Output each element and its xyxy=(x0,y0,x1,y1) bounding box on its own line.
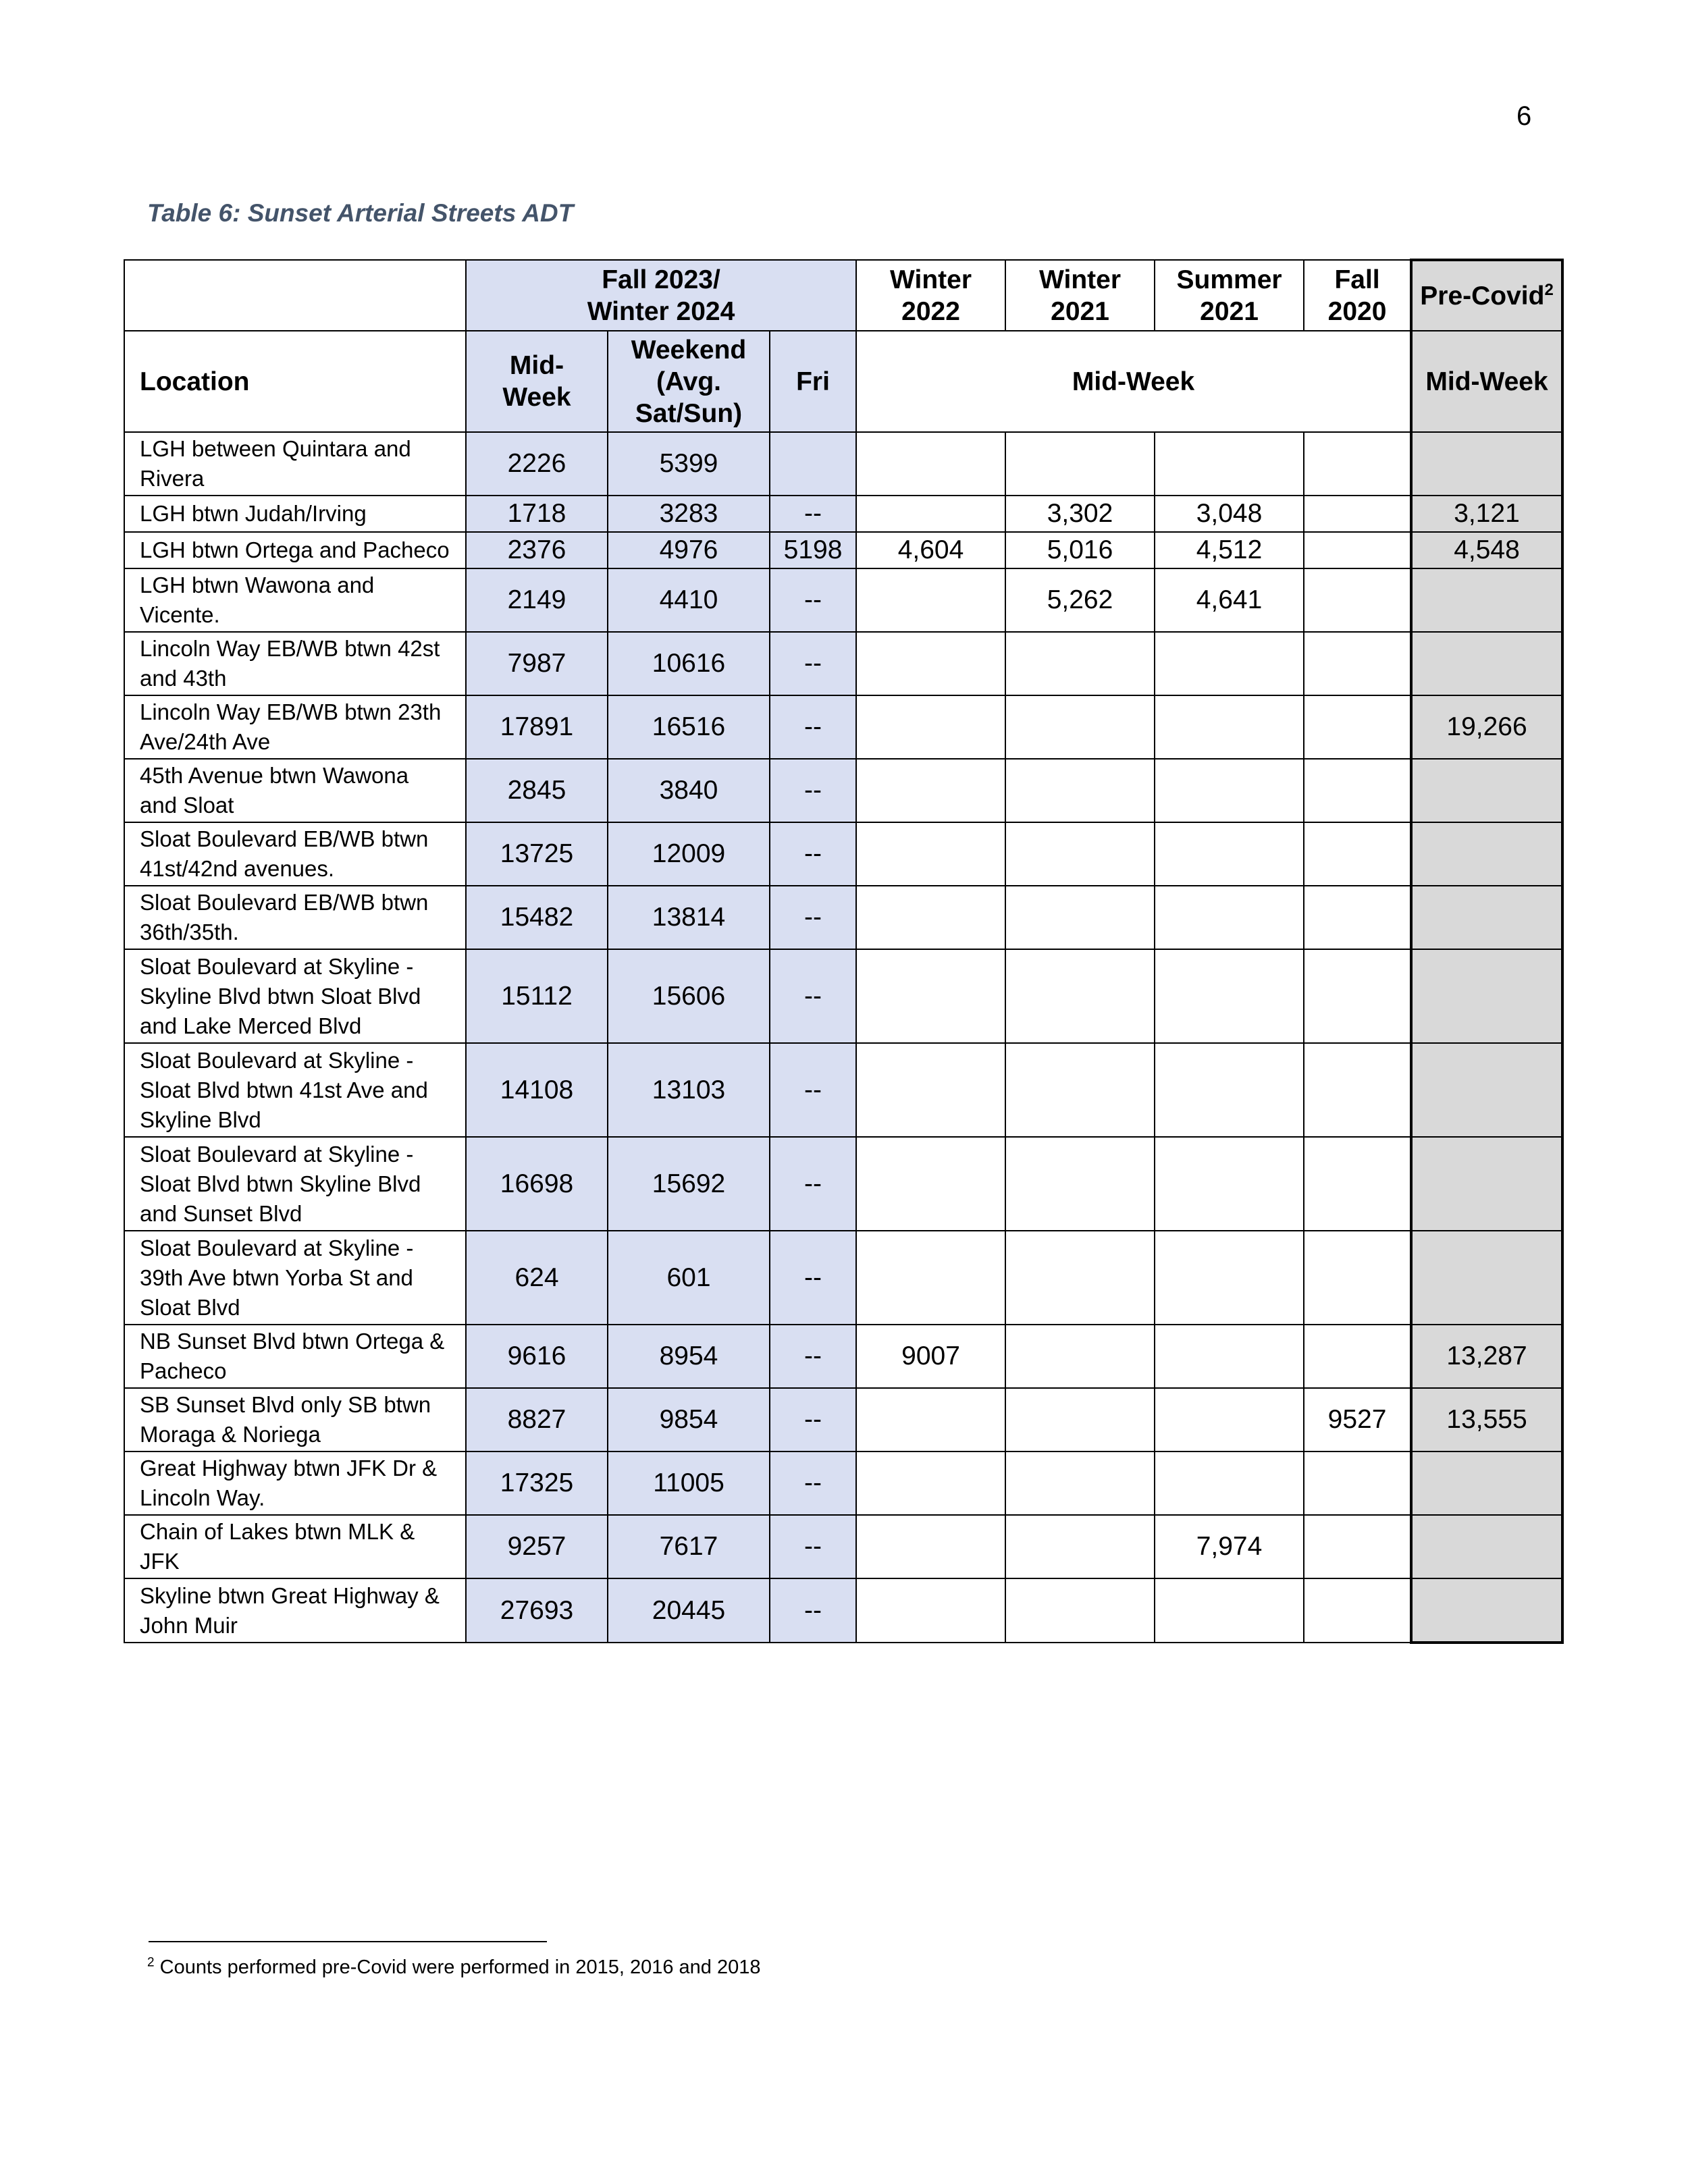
winter2021-cell xyxy=(1005,632,1155,695)
fall2020-cell xyxy=(1304,822,1411,886)
fall2023-weekend-cell: 15606 xyxy=(608,949,770,1043)
location-cell xyxy=(124,1388,466,1451)
header-fall2023 xyxy=(466,260,856,331)
fall2023-weekend-cell: 3283 xyxy=(608,496,770,532)
table-row xyxy=(124,532,1562,568)
fall2023-fri-cell: -- xyxy=(770,1043,856,1137)
summer2021-cell xyxy=(1155,949,1304,1043)
fall2023-midweek-cell: 15112 xyxy=(466,949,608,1043)
table-row xyxy=(124,496,1562,532)
table-row xyxy=(124,1137,1562,1231)
fall2023-weekend-cell: 7617 xyxy=(608,1515,770,1578)
header-precovid-label: Pre-Covid xyxy=(1420,281,1545,311)
location-line: Sloat Boulevard at Skyline - xyxy=(140,1141,414,1167)
winter2022-cell xyxy=(856,1578,1005,1643)
table-row xyxy=(124,632,1562,695)
fall2023-weekend-cell: 5399 xyxy=(608,432,770,496)
location-cell xyxy=(124,496,466,532)
location-cell xyxy=(124,532,466,568)
fall2020-cell xyxy=(1304,949,1411,1043)
footnote-rule xyxy=(149,1941,547,1942)
fall2020-cell: 9527 xyxy=(1304,1388,1411,1451)
table-row xyxy=(124,1578,1562,1643)
winter2021-cell xyxy=(1005,1231,1155,1325)
fall2023-fri-cell: -- xyxy=(770,1578,856,1643)
winter2022-cell xyxy=(856,1515,1005,1578)
winter2021-cell xyxy=(1005,432,1155,496)
page-number: 6 xyxy=(1516,101,1532,131)
location-line: Sloat Boulevard EB/WB btwn xyxy=(140,890,429,915)
winter2022-cell xyxy=(856,1137,1005,1231)
fall2023-midweek-cell: 17891 xyxy=(466,695,608,759)
precovid-footnote-mark: 2 xyxy=(1544,280,1554,299)
winter2021-cell xyxy=(1005,1451,1155,1515)
header-midweek xyxy=(466,331,608,432)
fall2023-fri-cell xyxy=(770,432,856,496)
winter2022-cell xyxy=(856,886,1005,949)
location-cell xyxy=(124,1578,466,1643)
table-row xyxy=(124,759,1562,822)
header-fall2023-line1: Fall 2023/ xyxy=(602,265,720,294)
location-line: Sloat Boulevard at Skyline - xyxy=(140,953,414,979)
fall2023-midweek-cell: 8827 xyxy=(466,1388,608,1451)
header-weekend-line3: Sat/Sun) xyxy=(635,398,743,428)
fall2023-fri-cell: -- xyxy=(770,759,856,822)
winter2022-cell xyxy=(856,759,1005,822)
winter2021-cell xyxy=(1005,695,1155,759)
header-summer2021 xyxy=(1155,260,1304,331)
fall2023-fri-cell: -- xyxy=(770,822,856,886)
location-line: 41st/42nd avenues. xyxy=(140,856,335,881)
fall2023-fri-cell: 5198 xyxy=(770,532,856,568)
summer2021-cell xyxy=(1155,1388,1304,1451)
fall2023-fri-cell: -- xyxy=(770,496,856,532)
footnote-text: Counts performed pre-Covid were performed in 2015, 2016 and 2018 xyxy=(154,1956,761,1978)
fall2020-cell xyxy=(1304,1578,1411,1643)
fall2023-midweek-cell: 2376 xyxy=(466,532,608,568)
location-line: Sloat Boulevard EB/WB btwn xyxy=(140,826,429,851)
location-cell xyxy=(124,822,466,886)
fall2023-weekend-cell: 13103 xyxy=(608,1043,770,1137)
table-row xyxy=(124,822,1562,886)
table-row xyxy=(124,949,1562,1043)
fall2023-midweek-cell: 14108 xyxy=(466,1043,608,1137)
fall2023-weekend-cell: 12009 xyxy=(608,822,770,886)
footnote-mark: 2 xyxy=(147,1955,155,1970)
header-row-measures xyxy=(124,331,1562,432)
location-line: Skyline btwn Great Highway & xyxy=(140,1582,440,1608)
location-line: JFK xyxy=(140,1549,180,1574)
table-row xyxy=(124,1043,1562,1137)
location-line: and Lake Merced Blvd xyxy=(140,1013,362,1038)
location-line: John Muir xyxy=(140,1612,238,1638)
header-winter2022-line2: 2022 xyxy=(901,296,960,326)
fall2020-cell xyxy=(1304,1325,1411,1388)
location-line: Lincoln Way. xyxy=(140,1485,265,1510)
winter2022-cell xyxy=(856,568,1005,632)
fall2023-midweek-cell: 2845 xyxy=(466,759,608,822)
location-line: and 43th xyxy=(140,666,227,691)
fall2023-weekend-cell: 9854 xyxy=(608,1388,770,1451)
fall2023-midweek-cell: 7987 xyxy=(466,632,608,695)
header-blank-cell xyxy=(124,260,466,331)
table-row xyxy=(124,1515,1562,1578)
fall2023-weekend-cell: 11005 xyxy=(608,1451,770,1515)
summer2021-cell xyxy=(1155,1043,1304,1137)
header-location: Location xyxy=(124,331,466,432)
precovid-cell xyxy=(1411,1515,1562,1578)
summer2021-cell xyxy=(1155,822,1304,886)
header-winter2021 xyxy=(1005,260,1155,331)
winter2022-cell xyxy=(856,432,1005,496)
header-row-periods xyxy=(124,260,1562,331)
fall2023-fri-cell: -- xyxy=(770,1388,856,1451)
header-winter2021-line2: 2021 xyxy=(1051,296,1109,326)
precovid-cell: 13,555 xyxy=(1411,1388,1562,1451)
fall2023-midweek-cell: 9616 xyxy=(466,1325,608,1388)
header-midweek-line1: Mid- xyxy=(509,351,564,380)
location-cell xyxy=(124,632,466,695)
summer2021-cell xyxy=(1155,759,1304,822)
summer2021-cell xyxy=(1155,632,1304,695)
fall2023-midweek-cell: 27693 xyxy=(466,1578,608,1643)
location-line: 39th Ave btwn Yorba St and xyxy=(140,1264,413,1290)
header-midweek-line2: Week xyxy=(502,383,571,412)
fall2023-fri-cell: -- xyxy=(770,1515,856,1578)
header-weekend-line2: (Avg. xyxy=(656,367,722,396)
fall2023-weekend-cell: 10616 xyxy=(608,632,770,695)
precovid-cell xyxy=(1411,822,1562,886)
table-row xyxy=(124,1231,1562,1325)
header-weekend xyxy=(608,331,770,432)
fall2020-cell xyxy=(1304,1043,1411,1137)
fall2023-weekend-cell: 8954 xyxy=(608,1325,770,1388)
fall2023-midweek-cell: 624 xyxy=(466,1231,608,1325)
summer2021-cell xyxy=(1155,1137,1304,1231)
precovid-cell xyxy=(1411,886,1562,949)
location-line: SB Sunset Blvd only SB btwn xyxy=(140,1392,431,1417)
header-precovid-midweek: Mid-Week xyxy=(1411,331,1562,432)
summer2021-cell: 4,641 xyxy=(1155,568,1304,632)
location-line: Sloat Blvd xyxy=(140,1294,240,1320)
winter2022-cell xyxy=(856,1043,1005,1137)
fall2023-midweek-cell: 9257 xyxy=(466,1515,608,1578)
winter2021-cell xyxy=(1005,886,1155,949)
location-cell xyxy=(124,1325,466,1388)
location-line: Chain of Lakes btwn MLK & xyxy=(140,1519,415,1544)
table-row xyxy=(124,568,1562,632)
location-line: NB Sunset Blvd btwn Ortega & xyxy=(140,1329,445,1354)
location-cell xyxy=(124,949,466,1043)
fall2020-cell xyxy=(1304,432,1411,496)
header-weekend-line1: Weekend xyxy=(631,335,747,365)
table-row xyxy=(124,886,1562,949)
location-line: LGH between Quintara and xyxy=(140,436,411,461)
table-row xyxy=(124,695,1562,759)
precovid-cell xyxy=(1411,759,1562,822)
summer2021-cell xyxy=(1155,695,1304,759)
fall2020-cell xyxy=(1304,886,1411,949)
adt-table xyxy=(124,259,1564,1644)
location-line: Lincoln Way EB/WB btwn 42st xyxy=(140,636,440,661)
winter2022-cell xyxy=(856,1451,1005,1515)
summer2021-cell: 4,512 xyxy=(1155,532,1304,568)
table-row xyxy=(124,432,1562,496)
table-row xyxy=(124,1388,1562,1451)
fall2020-cell xyxy=(1304,1515,1411,1578)
location-line: Lincoln Way EB/WB btwn 23th xyxy=(140,699,442,724)
precovid-cell xyxy=(1411,949,1562,1043)
winter2021-cell xyxy=(1005,1325,1155,1388)
header-summer2021-line1: Summer xyxy=(1176,265,1282,294)
header-fall2020-line2: 2020 xyxy=(1327,296,1387,326)
location-line: LGH btwn Ortega and Pacheco xyxy=(140,537,450,562)
fall2023-fri-cell: -- xyxy=(770,1137,856,1231)
winter2021-cell: 5,016 xyxy=(1005,532,1155,568)
fall2023-fri-cell: -- xyxy=(770,1231,856,1325)
fall2023-midweek-cell: 1718 xyxy=(466,496,608,532)
location-line: Pacheco xyxy=(140,1358,227,1383)
fall2023-fri-cell: -- xyxy=(770,695,856,759)
fall2020-cell xyxy=(1304,496,1411,532)
location-cell xyxy=(124,432,466,496)
precovid-cell xyxy=(1411,568,1562,632)
winter2022-cell xyxy=(856,822,1005,886)
summer2021-cell: 3,048 xyxy=(1155,496,1304,532)
header-fall2020-line1: Fall xyxy=(1334,265,1380,294)
precovid-cell xyxy=(1411,1137,1562,1231)
summer2021-cell xyxy=(1155,1231,1304,1325)
winter2022-cell xyxy=(856,695,1005,759)
summer2021-cell xyxy=(1155,432,1304,496)
fall2020-cell xyxy=(1304,632,1411,695)
summer2021-cell xyxy=(1155,1451,1304,1515)
fall2023-weekend-cell: 4976 xyxy=(608,532,770,568)
precovid-cell xyxy=(1411,1231,1562,1325)
winter2021-cell: 3,302 xyxy=(1005,496,1155,532)
header-winter2022-line1: Winter xyxy=(890,265,972,294)
winter2022-cell xyxy=(856,496,1005,532)
table-row xyxy=(124,1325,1562,1388)
fall2020-cell xyxy=(1304,1137,1411,1231)
location-cell xyxy=(124,1137,466,1231)
header-winter2021-line1: Winter xyxy=(1039,265,1122,294)
header-precovid xyxy=(1411,260,1562,331)
fall2023-midweek-cell: 2226 xyxy=(466,432,608,496)
location-line: Skyline Blvd xyxy=(140,1107,261,1132)
precovid-cell: 13,287 xyxy=(1411,1325,1562,1388)
location-line: Great Highway btwn JFK Dr & xyxy=(140,1456,438,1481)
fall2023-weekend-cell: 13814 xyxy=(608,886,770,949)
location-line: and Sloat xyxy=(140,793,234,818)
precovid-cell xyxy=(1411,432,1562,496)
winter2022-cell xyxy=(856,1388,1005,1451)
footnote xyxy=(147,1956,761,1979)
header-winter2022 xyxy=(856,260,1005,331)
location-line: LGH btwn Wawona and xyxy=(140,572,375,597)
precovid-cell xyxy=(1411,632,1562,695)
fall2023-fri-cell: -- xyxy=(770,568,856,632)
location-line: Sloat Blvd btwn Skyline Blvd xyxy=(140,1171,421,1196)
location-line: Skyline Blvd btwn Sloat Blvd xyxy=(140,983,421,1009)
header-fri: Fri xyxy=(770,331,856,432)
fall2023-midweek-cell: 2149 xyxy=(466,568,608,632)
winter2022-cell: 4,604 xyxy=(856,532,1005,568)
winter2022-cell xyxy=(856,632,1005,695)
location-line: Sloat Blvd btwn 41st Ave and xyxy=(140,1077,428,1102)
location-line: Ave/24th Ave xyxy=(140,729,271,754)
fall2023-midweek-cell: 16698 xyxy=(466,1137,608,1231)
fall2023-weekend-cell: 601 xyxy=(608,1231,770,1325)
header-fall2023-line2: Winter 2024 xyxy=(587,296,735,326)
fall2023-fri-cell: -- xyxy=(770,1325,856,1388)
table-caption: Table 6: Sunset Arterial Streets ADT xyxy=(147,199,574,227)
precovid-cell xyxy=(1411,1043,1562,1137)
location-cell xyxy=(124,695,466,759)
winter2022-cell: 9007 xyxy=(856,1325,1005,1388)
winter2022-cell xyxy=(856,949,1005,1043)
fall2023-weekend-cell: 3840 xyxy=(608,759,770,822)
winter2021-cell xyxy=(1005,1578,1155,1643)
winter2021-cell: 5,262 xyxy=(1005,568,1155,632)
winter2021-cell xyxy=(1005,759,1155,822)
precovid-cell xyxy=(1411,1451,1562,1515)
summer2021-cell xyxy=(1155,1578,1304,1643)
summer2021-cell xyxy=(1155,1325,1304,1388)
fall2023-midweek-cell: 17325 xyxy=(466,1451,608,1515)
fall2023-weekend-cell: 20445 xyxy=(608,1578,770,1643)
location-cell xyxy=(124,1231,466,1325)
summer2021-cell xyxy=(1155,886,1304,949)
winter2021-cell xyxy=(1005,822,1155,886)
fall2023-fri-cell: -- xyxy=(770,1451,856,1515)
location-cell xyxy=(124,1451,466,1515)
winter2021-cell xyxy=(1005,949,1155,1043)
fall2023-weekend-cell: 4410 xyxy=(608,568,770,632)
location-line: and Sunset Blvd xyxy=(140,1200,302,1226)
location-cell xyxy=(124,886,466,949)
location-line: Sloat Boulevard at Skyline - xyxy=(140,1235,414,1260)
location-line: Vicente. xyxy=(140,602,220,627)
fall2023-fri-cell: -- xyxy=(770,886,856,949)
location-line: Moraga & Noriega xyxy=(140,1422,321,1447)
precovid-cell: 19,266 xyxy=(1411,695,1562,759)
fall2023-fri-cell: -- xyxy=(770,632,856,695)
fall2020-cell xyxy=(1304,695,1411,759)
header-midweek-span: Mid-Week xyxy=(856,331,1411,432)
precovid-cell: 4,548 xyxy=(1411,532,1562,568)
fall2023-weekend-cell: 16516 xyxy=(608,695,770,759)
fall2020-cell xyxy=(1304,1231,1411,1325)
summer2021-cell: 7,974 xyxy=(1155,1515,1304,1578)
precovid-cell: 3,121 xyxy=(1411,496,1562,532)
fall2020-cell xyxy=(1304,568,1411,632)
fall2023-fri-cell: -- xyxy=(770,949,856,1043)
location-line: 45th Avenue btwn Wawona xyxy=(140,763,409,788)
winter2021-cell xyxy=(1005,1515,1155,1578)
location-cell xyxy=(124,1043,466,1137)
location-line: Rivera xyxy=(140,466,205,491)
fall2020-cell xyxy=(1304,532,1411,568)
fall2023-midweek-cell: 13725 xyxy=(466,822,608,886)
table-row xyxy=(124,1451,1562,1515)
winter2021-cell xyxy=(1005,1137,1155,1231)
location-line: LGH btwn Judah/Irving xyxy=(140,501,367,526)
fall2023-midweek-cell: 15482 xyxy=(466,886,608,949)
fall2023-weekend-cell: 15692 xyxy=(608,1137,770,1231)
header-fall2020 xyxy=(1304,260,1411,331)
location-cell xyxy=(124,1515,466,1578)
fall2020-cell xyxy=(1304,759,1411,822)
header-summer2021-line2: 2021 xyxy=(1200,296,1259,326)
winter2021-cell xyxy=(1005,1043,1155,1137)
fall2020-cell xyxy=(1304,1451,1411,1515)
location-cell xyxy=(124,759,466,822)
location-line: Sloat Boulevard at Skyline - xyxy=(140,1047,414,1073)
location-line: 36th/35th. xyxy=(140,920,239,944)
location-cell xyxy=(124,568,466,632)
winter2021-cell xyxy=(1005,1388,1155,1451)
winter2022-cell xyxy=(856,1231,1005,1325)
precovid-cell xyxy=(1411,1578,1562,1643)
